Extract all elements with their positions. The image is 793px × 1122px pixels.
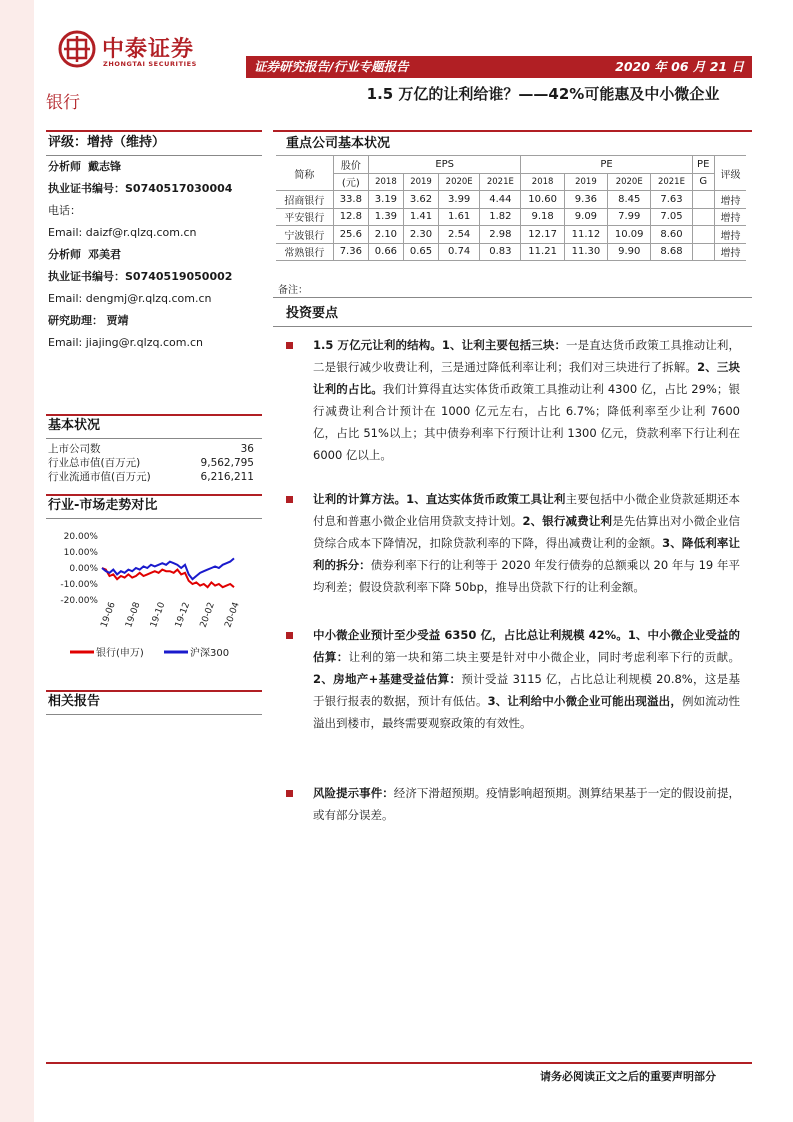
- company-table: [276, 155, 746, 261]
- basic-value: 6,216,211: [200, 471, 254, 483]
- point-text: 让利的第一块和第二块主要是针对中小微企业，同时考虑利率下行的贡献。: [348, 650, 741, 664]
- cert-label: 执业证书编号：: [48, 270, 125, 283]
- legend-label: 银行(申万): [96, 648, 144, 659]
- email-label: Email:: [48, 336, 83, 349]
- table-cell: [692, 243, 714, 261]
- related-reports-title: 相关报告: [48, 694, 101, 709]
- basic-value: 9,562,795: [200, 457, 254, 469]
- table-header: 2021E: [651, 173, 692, 191]
- cert-number: S0740517030004: [125, 182, 233, 195]
- legend-label: 沪深300: [190, 648, 230, 659]
- table-cell: 33.8: [333, 191, 368, 209]
- email-address[interactable]: daizf@r.qlzq.com.cn: [85, 226, 197, 239]
- point-text: 一是直达货币政策工具推动让利，二是银行减少收费让利，三是通过降低利率让利；我们对三块进行了拆解。: [313, 338, 740, 374]
- point-lead: 2、银行减费让利: [522, 514, 613, 528]
- cert-number: S0740519050002: [125, 270, 233, 283]
- point-text: 经济下滑超预期。疫情影响超预期。测算结果基于一定的假设前提，或有部分误差。: [313, 786, 741, 822]
- x-tick-label: 19-12: [173, 601, 193, 630]
- bullet-icon: [286, 632, 293, 639]
- basic-label: 上市公司数: [48, 443, 101, 455]
- table-cell: 10.09: [608, 226, 651, 244]
- table-cell: 3.19: [368, 191, 403, 209]
- basic-row: [48, 456, 254, 470]
- email-label: Email:: [48, 292, 83, 305]
- analyst-1-cert: [48, 178, 264, 200]
- table-header-row: [276, 173, 746, 191]
- table-cell: 10.60: [521, 191, 564, 209]
- table-cell: 8.45: [608, 191, 651, 209]
- table-cell: [692, 208, 714, 226]
- table-cell: 3.99: [439, 191, 480, 209]
- table-cell: 宁波银行: [276, 226, 333, 244]
- trend-title: 行业-市场走势对比: [48, 498, 158, 513]
- research-assistant: [48, 310, 264, 332]
- logo-english-name: ZHONGTAI SECURITIES: [103, 60, 197, 68]
- point-text: 是先估算出对小微企业信贷综合成本下降情况，扣除贷款利率的下降，得出减费让利的金额。: [313, 514, 740, 550]
- divider: [46, 130, 262, 132]
- analyst-1-email: [48, 222, 264, 244]
- table-title: 重点公司基本状况: [286, 136, 391, 151]
- basic-status-list: [48, 442, 254, 484]
- table-cell: 12.17: [521, 226, 564, 244]
- table-cell: 增持: [714, 208, 746, 226]
- table-cell: 平安银行: [276, 208, 333, 226]
- x-tick-label: 19-06: [99, 601, 118, 630]
- basic-value: 36: [240, 443, 254, 455]
- table-cell: [692, 226, 714, 244]
- analyst-1: [48, 156, 264, 178]
- logo-chinese-name: 中泰证券: [102, 37, 195, 62]
- company-logo: [58, 30, 238, 76]
- key-point-3: [313, 624, 740, 734]
- table-header: G: [692, 173, 714, 191]
- footer-note: 请务必阅读正文之后的重要声明部分: [540, 1070, 716, 1083]
- point-text: 主要包括中小微企业贷款延期还本付息和普惠小微企业信用贷款支持计划。: [313, 492, 741, 528]
- y-tick-label: -10.00%: [60, 580, 98, 590]
- key-point-2: [313, 488, 740, 598]
- point-lead: 1.5 万亿元让利的结构。1、让利主要包括三块：: [313, 338, 567, 352]
- x-tick-label: 19-08: [124, 601, 143, 630]
- point-lead: 风险提示事件：: [313, 786, 394, 800]
- point-lead: 中小微企业预计至少受益 6350 亿，占比总让利规模 42%。1、中小微企业受益的估算：: [313, 628, 740, 664]
- report-title: 1.5 万亿的让利给谁？——42%可能惠及中小微企业: [366, 85, 720, 103]
- table-cell: 7.99: [608, 208, 651, 226]
- analyst-name: 邓美君: [88, 248, 121, 261]
- table-cell: 2.54: [439, 226, 480, 244]
- analyst-2-cert: [48, 266, 264, 288]
- table-cell: 增持: [714, 226, 746, 244]
- key-point-1: [313, 334, 740, 466]
- table-header: 股价: [333, 156, 368, 174]
- table-cell: 8.60: [651, 226, 692, 244]
- table-cell: 11.12: [564, 226, 607, 244]
- basic-label: 行业总市值(百万元): [48, 457, 141, 469]
- assistant-label: 研究助理：: [48, 314, 103, 327]
- point-text: 预计受益 3115 亿，占比总让利规模 20.8%，这是基于银行报表的数据，预计有低估。: [313, 672, 740, 708]
- bullet-icon: [286, 790, 293, 797]
- analyst-label: 分析师: [48, 160, 81, 173]
- table-cell: 招商银行: [276, 191, 333, 209]
- table-row: [276, 243, 746, 261]
- x-tick-label: 19-10: [149, 601, 168, 630]
- table-cell: 1.61: [439, 208, 480, 226]
- point-text: 我们计算得直达实体货币政策工具推动让利 4300 亿，占比 29%；银行减费让利合计预计在 1000 亿元左右，占比 6.7%；降低利率至少让利 7600 亿，占比 51%以上；其中债券利率下行预计让利 1300 亿元，贷款利率下行让利在 6000 亿以上。: [313, 382, 740, 462]
- divider: [273, 326, 752, 327]
- table-header: 2018: [368, 173, 403, 191]
- point-text: 例如流动性溢出到楼市，最终需要观察政策的有效性。: [313, 694, 741, 730]
- analyst-2: [48, 244, 264, 266]
- bullet-icon: [286, 342, 293, 349]
- table-row: [276, 226, 746, 244]
- table-cell: 8.68: [651, 243, 692, 261]
- table-header: PE: [521, 156, 692, 174]
- analyst-2-email: [48, 288, 264, 310]
- zhongtai-logo-icon: [58, 30, 96, 68]
- table-cell: 1.82: [480, 208, 521, 226]
- table-cell: 11.30: [564, 243, 607, 261]
- point-lead: 让利的计算方法。1、直达实体货币政策工具让利: [313, 492, 566, 506]
- table-cell: 0.65: [403, 243, 438, 261]
- table-cell: 2.98: [480, 226, 521, 244]
- y-tick-label: -20.00%: [60, 596, 98, 606]
- table-cell: 1.41: [403, 208, 438, 226]
- table-cell: 9.36: [564, 191, 607, 209]
- table-cell: 0.83: [480, 243, 521, 261]
- table-cell: 9.90: [608, 243, 651, 261]
- point-lead: 2、三块让利的占比。: [313, 360, 740, 396]
- table-cell: 2.30: [403, 226, 438, 244]
- point-lead: 2、房地产+基建受益估算：: [313, 672, 462, 686]
- table-cell: 11.21: [521, 243, 564, 261]
- table-cell: 增持: [714, 243, 746, 261]
- report-type: 证券研究报告/行业专题报告: [254, 59, 409, 74]
- analyst-info: [48, 156, 264, 354]
- point-lead: 3、降低利率让利的拆分：: [313, 536, 740, 572]
- table-cell: 7.05: [651, 208, 692, 226]
- table-cell: 7.36: [333, 243, 368, 261]
- divider: [46, 714, 262, 715]
- table-cell: 4.44: [480, 191, 521, 209]
- email-address[interactable]: dengmj@r.qlzq.com.cn: [85, 292, 212, 305]
- table-header: 2019: [403, 173, 438, 191]
- y-tick-label: 20.00%: [63, 532, 98, 542]
- table-cell: 12.8: [333, 208, 368, 226]
- table-header: (元): [333, 173, 368, 191]
- email-address[interactable]: jiajing@r.qlzq.com.cn: [85, 336, 203, 349]
- y-tick-label: 0.00%: [69, 564, 98, 574]
- table-cell: 0.66: [368, 243, 403, 261]
- assistant-name: 贾靖: [106, 314, 129, 327]
- table-cell: 3.62: [403, 191, 438, 209]
- point-text: 债券利率下行的让利等于 2020 年发行债券的总额乘以 20 年与 19 年平均利差；假设贷款利率下降 50bp，推导出贷款下行的让利金额。: [313, 558, 740, 594]
- footer-divider: [46, 1062, 752, 1064]
- divider: [273, 130, 752, 132]
- report-type-bar: [246, 56, 752, 78]
- table-header: 2019: [564, 173, 607, 191]
- assistant-email: [48, 332, 264, 354]
- table-cell: 9.09: [564, 208, 607, 226]
- basic-status-title: 基本状况: [48, 418, 101, 433]
- email-label: Email:: [48, 226, 83, 239]
- table-header: 评级: [714, 156, 746, 191]
- table-cell: 0.74: [439, 243, 480, 261]
- table-cell: [692, 191, 714, 209]
- key-point-4: [313, 782, 740, 826]
- report-date: 2020 年 06 月 21 日: [615, 59, 744, 74]
- table-cell: 9.18: [521, 208, 564, 226]
- divider: [46, 518, 262, 519]
- cert-label: 执业证书编号：: [48, 182, 125, 195]
- table-header: 2020E: [439, 173, 480, 191]
- divider: [273, 297, 752, 298]
- table-header: EPS: [368, 156, 521, 174]
- table-header: 简称: [276, 156, 333, 191]
- table-header: 2018: [521, 173, 564, 191]
- table-row: [276, 191, 746, 209]
- table-cell: 25.6: [333, 226, 368, 244]
- table-header-row: [276, 156, 746, 174]
- basic-row: [48, 470, 254, 484]
- divider: [46, 438, 262, 439]
- trend-chart: [46, 524, 256, 666]
- table-note: 备注：: [278, 285, 308, 296]
- left-margin-strip: [0, 0, 34, 1122]
- point-lead: 3、让利给中小微企业可能出现溢出，: [487, 694, 682, 708]
- table-cell: 2.10: [368, 226, 403, 244]
- basic-label: 行业流通市值(百万元): [48, 471, 151, 483]
- analyst-1-phone: 电话：: [48, 204, 81, 217]
- table-cell: 常熟银行: [276, 243, 333, 261]
- table-header: 2021E: [480, 173, 521, 191]
- sector-label: 银行: [46, 93, 80, 113]
- table-cell: 7.63: [651, 191, 692, 209]
- table-header: PE: [692, 156, 714, 174]
- basic-row: [48, 442, 254, 456]
- bullet-icon: [286, 496, 293, 503]
- rating: 评级：增持（维持）: [48, 135, 166, 150]
- key-points-title: 投资要点: [286, 306, 339, 321]
- analyst-name: 戴志锋: [88, 160, 121, 173]
- table-header: 2020E: [608, 173, 651, 191]
- analyst-label: 分析师: [48, 248, 81, 261]
- table-row: [276, 208, 746, 226]
- table-cell: 增持: [714, 191, 746, 209]
- table-cell: 1.39: [368, 208, 403, 226]
- x-tick-label: 20-02: [198, 601, 217, 630]
- y-tick-label: 10.00%: [63, 548, 98, 558]
- x-tick-label: 20-04: [223, 601, 242, 630]
